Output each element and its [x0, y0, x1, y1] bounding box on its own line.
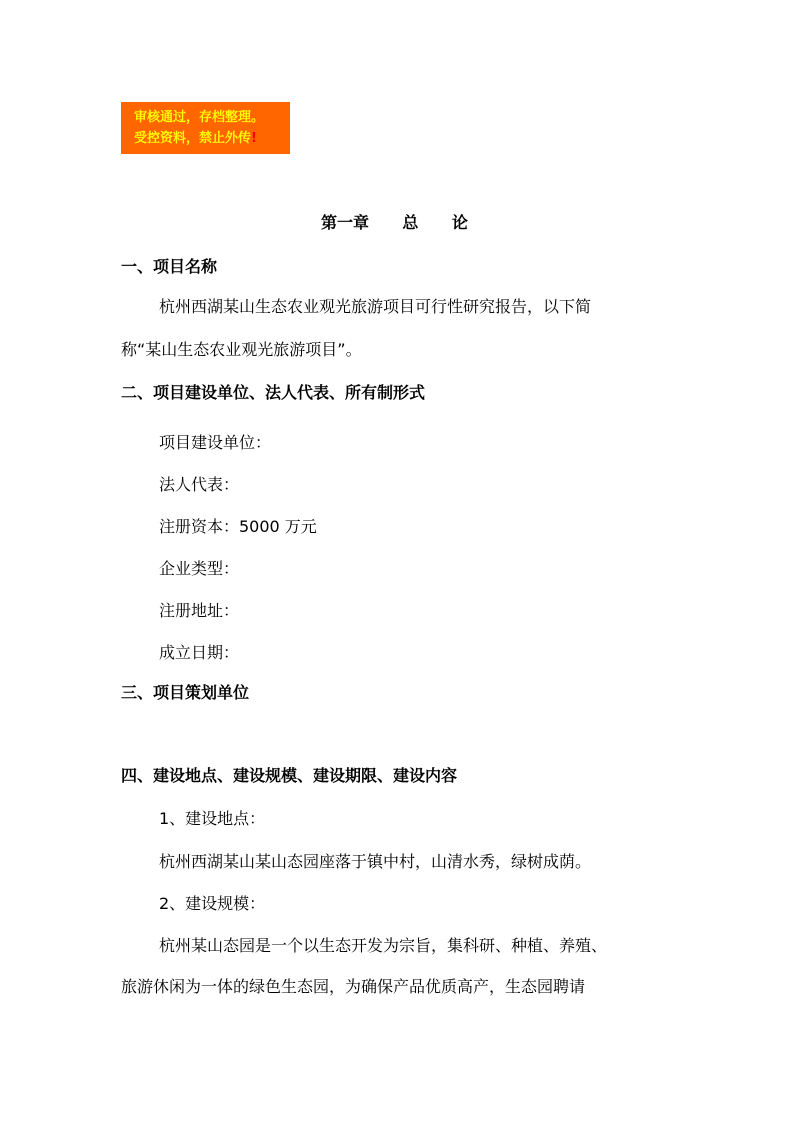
field-legal-representative: 法人代表：	[159, 475, 240, 494]
section-4-heading: 四、建设地点、建设规模、建设期限、建设内容	[121, 766, 458, 785]
subsection-scale: 2、建设规模：	[159, 894, 266, 913]
subsection-location: 1、建设地点：	[159, 809, 266, 828]
stamp-line-1: 审核通过，存档整理。	[134, 110, 265, 125]
field-registered-address: 注册地址：	[159, 601, 240, 620]
stamp-line-2-text: 受控资料，禁止外传	[134, 131, 252, 146]
stamp-line-2	[134, 128, 290, 149]
field-construction-unit: 项目建设单位：	[159, 433, 272, 452]
section-3-heading: 三、项目策划单位	[121, 683, 250, 702]
stamp-exclamation: !	[251, 131, 257, 146]
location-paragraph: 杭州西湖某山某山态园座落于镇中村，山清水秀，绿树成荫。	[159, 852, 592, 871]
scale-paragraph-line-2: 旅游休闲为一体的绿色生态园，为确保产品优质高产，生态园聘请	[121, 977, 586, 996]
scale-paragraph-line-1: 杭州某山态园是一个以生态开发为宗旨，集科研、种植、养殖、	[159, 936, 608, 955]
field-enterprise-type: 企业类型：	[159, 559, 240, 578]
section-1-paragraph-line-1: 杭州西湖某山生态农业观光旅游项目可行性研究报告，以下简	[159, 297, 592, 316]
section-1-paragraph-line-2: 称“某山生态农业观光旅游项目”。	[121, 340, 362, 359]
section-1-heading: 一、项目名称	[121, 257, 218, 276]
field-registered-capital: 注册资本：5000 万元	[159, 517, 317, 536]
chapter-title: 第一章 总 论	[321, 213, 468, 232]
field-establishment-date: 成立日期：	[159, 643, 240, 662]
control-stamp	[121, 102, 290, 154]
section-2-heading: 二、项目建设单位、法人代表、所有制形式	[121, 383, 426, 402]
